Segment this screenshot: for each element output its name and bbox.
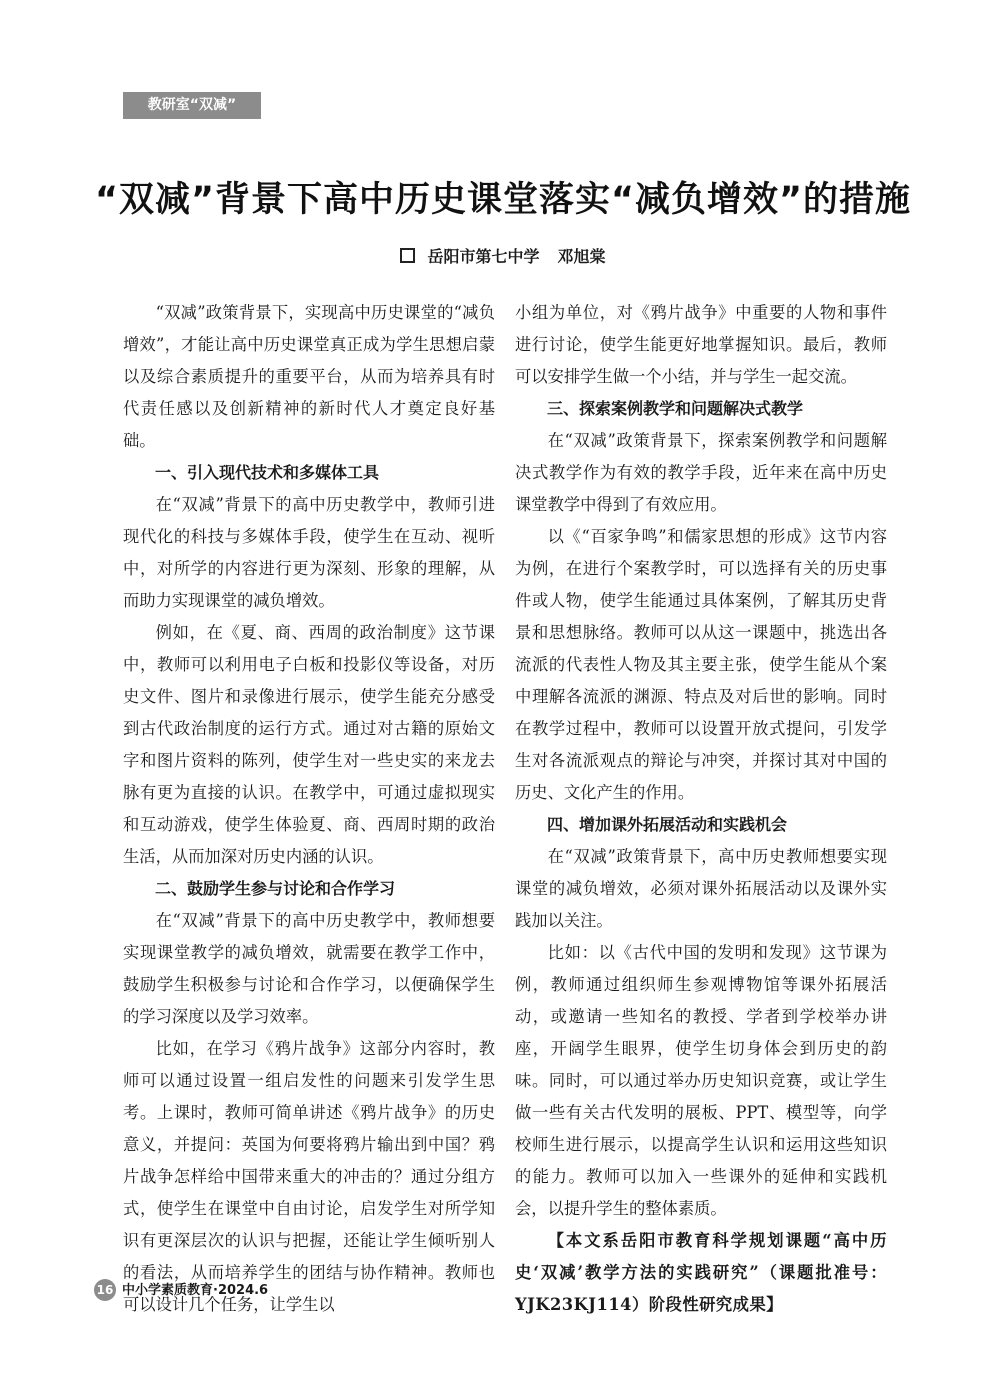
section-heading-3: 三、探索案例教学和问题解决式教学 (547, 399, 804, 418)
paragraph-continued: 小组为单位，对《鸦片战争》中重要的人物和事件进行讨论，使学生能更好地掌握知识。最后，教师可以安排学生做一个小结，并与学生一起交流。 (515, 303, 887, 386)
paragraph: 比如：以《古代中国的发明和发现》这节课为例，教师通过组织师生参观博物馆等课外拓展活动，或邀请一些知名的教授、学者到学校举办讲座，开阔学生眼界，使学生切身体会到历史的韵味。同时，可以通过举办历史知识竞赛，或让学生做一些有关古代发明的展板、PPT、模型等，向学校师生进行展示，以提高学生认识和运用这些知识的能力。教师可以加入一些课外的延伸和实践机会，以提升学生的整体素质。 (515, 943, 887, 1218)
paragraph: 以《“百家争鸣”和儒家思想的形成》这节内容为例，在进行个案教学时，可以选择有关的历史事件或人物，使学生能通过具体案例，了解其历史背景和思想脉络。教师可以从这一课题中，挑选出各流派的代表性人物及其主要主张，使学生能从个案中理解各流派的渊源、特点及对后世的影响。同时在教学过程中，教师可以设置开放式提问，引发学生对各流派观点的辩论与冲突，并探讨其对中国的历史、文化产生的作用。 (515, 527, 887, 802)
affiliation: 岳阳市第七中学 (427, 247, 540, 266)
byline (0, 244, 1006, 267)
paragraph: 比如，在学习《鸦片战争》这部分内容时，教师可以通过设置一组启发性的问题来引发学生思考。上课时，教师可简单讲述《鸦片战争》的历史意义，并提问：英国为何要将鸦片输出到中国？鸦片战争怎样给中国带来重大的冲击的？通过分组方式，使学生在课堂中自由讨论，启发学生对所学知识有更深层次的认识与把握，还能让学生倾听别人的看法，从而培养学生的团结与协作精神。教师也可以设计几个任务，让学生以 (123, 1039, 495, 1314)
section-heading-2: 二、鼓励学生参与讨论和合作学习 (155, 879, 396, 898)
section-heading-1: 一、引入现代技术和多媒体工具 (155, 463, 380, 482)
paragraph: 在“双减”背景下的高中历史教学中，教师想要实现课堂教学的减负增效，就需要在教学工作中，鼓励学生积极参与讨论和合作学习，以便确保学生的学习深度以及学习效率。 (123, 911, 495, 1026)
funding-note: 【本文系岳阳市教育科学规划课题“高中历史‘双减’教学方法的实践研究”（课题批准号：YJK23KJ114）阶段性研究成果】 (515, 1231, 887, 1314)
article-title: “双减”背景下高中历史课堂落实“减负增效”的措施 (94, 180, 911, 220)
paragraph: 在“双减”政策背景下，探索案例教学和问题解决式教学作为有效的教学手段，近年来在高中历史课堂教学中得到了有效应用。 (515, 431, 887, 514)
paragraph: 例如，在《夏、商、西周的政治制度》这节课中，教师可以利用电子白板和投影仪等设备，对历史文件、图片和录像进行展示，使学生能充分感受到古代政治制度的运行方式。通过对古籍的原始文字和图片资料的陈列，使学生对一些史实的来龙去脉有更为直接的认识。在教学中，可通过虚拟现实和互动游戏，使学生体验夏、商、西周时期的政治生活，从而加深对历史内涵的认识。 (123, 623, 495, 866)
page-number: 16 (94, 1279, 116, 1301)
intro-paragraph: “双减”政策背景下，实现高中历史课堂的“减负增效”，才能让高中历史课堂真正成为学生思想启蒙以及综合素质提升的重要平台，从而为培养具有时代责任感以及创新精神的新时代人才奠定良好基础。 (123, 303, 495, 450)
paragraph: 在“双减”政策背景下，高中历史教师想要实现课堂的减负增效，必须对课外拓展活动以及课外实践加以关注。 (515, 847, 887, 930)
section-heading-4: 四、增加课外拓展活动和实践机会 (547, 815, 788, 834)
journal-name: 中小学素质教育·2024.6 (122, 1283, 269, 1298)
section-tag: 教研室“双减” (123, 92, 261, 119)
page-footer (94, 1279, 268, 1301)
author: 邓旭棠 (557, 247, 606, 266)
right-column (515, 297, 887, 1321)
paragraph: 在“双减”背景下的高中历史教学中，教师引进现代化的科技与多媒体手段，使学生在互动、视听中，对所学的内容进行更为深刻、形象的理解，从而助力实现课堂的减负增效。 (123, 495, 495, 610)
square-icon (400, 248, 415, 263)
left-column (123, 297, 495, 1321)
